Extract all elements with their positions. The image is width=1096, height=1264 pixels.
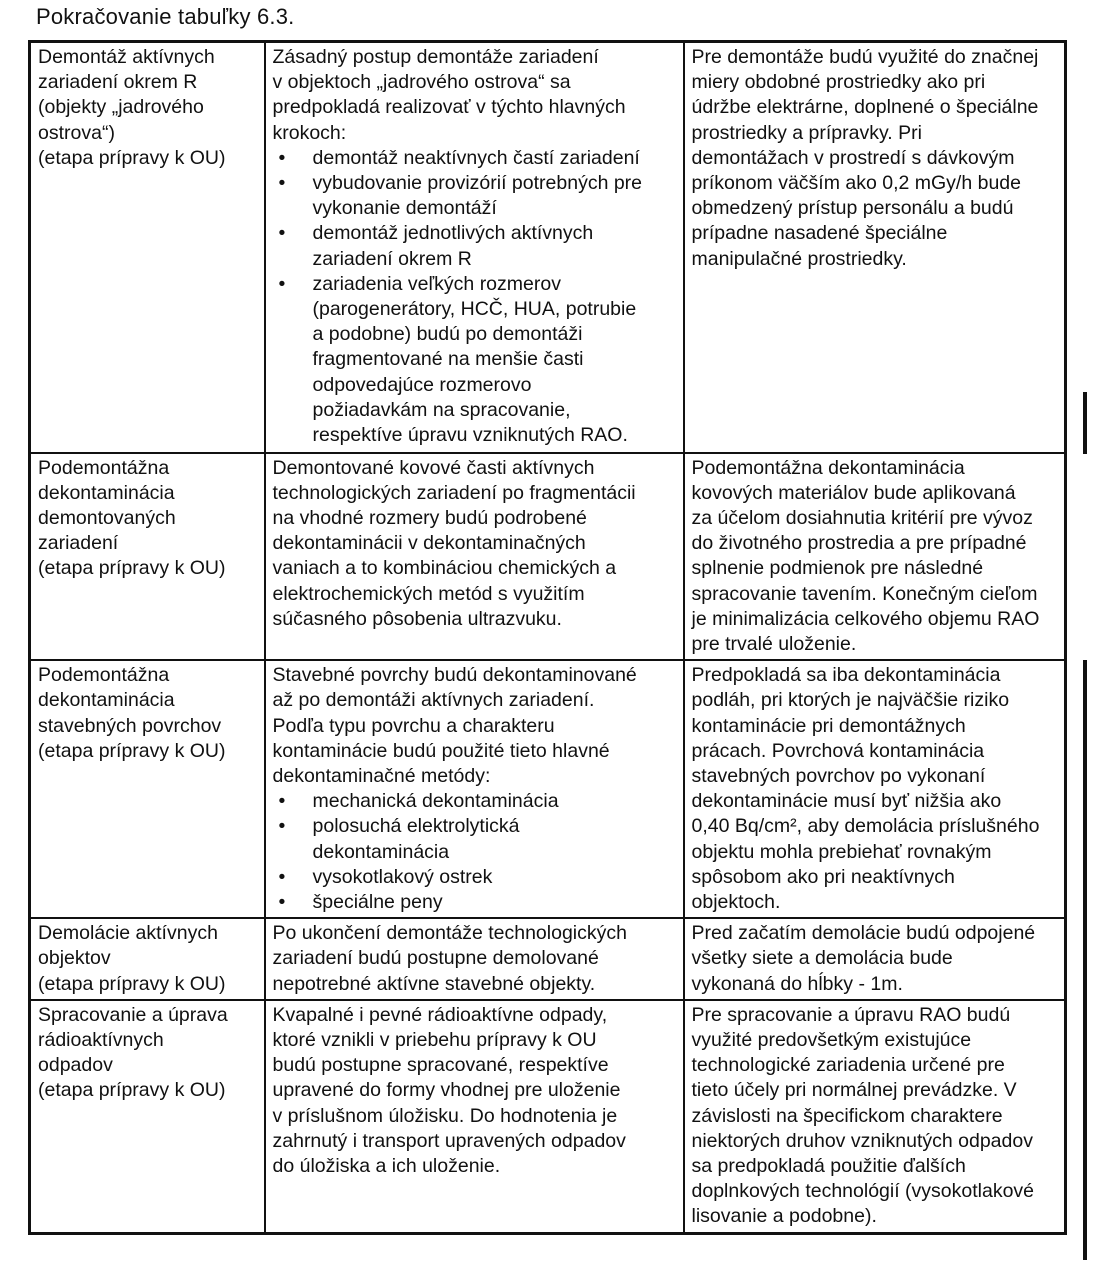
- bullet-text: demontáž jednotlivých aktívnych: [312, 222, 594, 245]
- activity-text: odpadov: [38, 1054, 113, 1077]
- notes-text: prostriedky a prípravky. Pri: [691, 121, 922, 144]
- notes-text: vykonaná do hĺbky - 1m.: [691, 972, 903, 995]
- bullet-list: [273, 789, 679, 915]
- procedure-text: súčasného pôsobenia ultrazvuku.: [272, 607, 562, 630]
- notes-text: miery obdobné prostriedky ako pri: [691, 71, 986, 94]
- activity-cell: [30, 453, 265, 661]
- bullet-icon: •: [278, 790, 286, 813]
- procedure-text: vaniach a to kombináciou chemických a: [272, 557, 617, 580]
- activity-text: objektov: [38, 947, 111, 970]
- notes-text: lisovanie a podobne).: [691, 1205, 877, 1228]
- bullet-text: polosuchá elektrolytická: [312, 815, 520, 838]
- list-item: [273, 272, 679, 448]
- procedure-text: technologických zariadení po fragmentácii: [272, 481, 636, 504]
- bullet-text: zariadení okrem R: [312, 247, 472, 270]
- scan-edge-mark: [1083, 392, 1087, 454]
- bullet-text: fragmentované na menšie časti: [312, 348, 584, 371]
- procedure-cell: [265, 918, 684, 1000]
- notes-text: Pre spracovanie a úpravu RAO budú: [691, 1003, 1011, 1026]
- notes-text: údržbe elektrárne, doplnené o špeciálne: [691, 96, 1039, 119]
- notes-cell: [684, 42, 1066, 453]
- notes-text: objektoch.: [691, 890, 781, 913]
- list-item: [273, 814, 679, 864]
- activity-text: zariadení okrem R: [38, 71, 198, 94]
- notes-text: Podemontážna dekontaminácia: [691, 456, 965, 479]
- list-item: [273, 146, 679, 171]
- activity-text: (etapa prípravy k OU): [38, 1079, 226, 1102]
- notes-text: Pre demontáže budú využité do značnej: [691, 46, 1039, 68]
- procedure-cell: [265, 42, 684, 453]
- procedure-text: ktoré vznikli v priebehu prípravy k OU: [272, 1028, 597, 1051]
- activity-cell: [30, 42, 265, 453]
- bullet-icon: •: [278, 146, 286, 169]
- procedure-text: až po demontáži aktívnych zariadení.: [272, 689, 595, 712]
- scan-edge-mark: [1083, 660, 1087, 1260]
- activity-text: stavebných povrchov: [38, 714, 222, 737]
- notes-text: stavebných povrchov po vykonaní: [691, 764, 986, 787]
- table-body: [30, 42, 1066, 1234]
- notes-text: objektu mohla prebiehať rovnakým: [691, 840, 992, 863]
- bullet-text: demontáž neaktívnych častí zariadení: [312, 146, 640, 169]
- bullet-icon: •: [278, 865, 286, 888]
- notes-text: je minimalizácia celkového objemu RAO: [691, 607, 1040, 630]
- bullet-text: (parogenerátory, HCČ, HUA, potrubie: [312, 298, 637, 321]
- bullet-icon: •: [278, 222, 286, 245]
- notes-text: závislosti na špecifickom charaktere: [691, 1104, 1003, 1127]
- notes-cell: [684, 918, 1066, 1000]
- notes-text: Predpokladá sa iba dekontaminácia: [691, 664, 1001, 687]
- procedure-text: nepotrebné aktívne stavebné objekty.: [272, 972, 596, 995]
- notes-cell: [684, 1000, 1066, 1233]
- list-item: [273, 890, 679, 915]
- notes-text: technologické zariadenia určené pre: [691, 1054, 1005, 1077]
- notes-text: niektorých druhov vzniknutých odpadov: [691, 1129, 1033, 1152]
- table-row: [30, 42, 1066, 453]
- bullet-text: špeciálne peny: [312, 890, 443, 913]
- procedure-text: Kvapalné i pevné rádioaktívne odpady,: [272, 1003, 608, 1026]
- activity-text: zariadení: [38, 532, 119, 555]
- activity-text: (etapa prípravy k OU): [38, 146, 226, 169]
- bullet-text: a podobne) budú po demontáži: [312, 323, 583, 346]
- bullet-text: respektíve úpravu vzniknutých RAO.: [312, 424, 628, 447]
- notes-text: podláh, pri ktorých je najväčšie riziko: [691, 689, 1010, 712]
- activity-cell: [30, 660, 265, 918]
- procedure-text: zahrnutý i transport upravených odpadov: [272, 1129, 626, 1152]
- activity-text: ostrova“): [38, 121, 115, 144]
- procedure-text: zariadení budú postupne demolované: [272, 947, 599, 970]
- bullet-text: dekontaminácia: [312, 840, 450, 863]
- continuation-table: [28, 40, 1067, 1235]
- activity-text: (objekty „jadrového: [38, 96, 204, 119]
- activity-text: (etapa prípravy k OU): [38, 557, 226, 580]
- procedure-text: Zásadný postup demontáže zariadení: [272, 46, 599, 68]
- table-row: [30, 660, 1066, 918]
- list-item: [273, 865, 679, 890]
- procedure-text: kontaminácie budú použité tieto hlavné: [272, 739, 610, 762]
- notes-text: 0,40 Bq/cm², aby demolácia príslušného: [691, 815, 1040, 838]
- procedure-cell: [265, 1000, 684, 1233]
- procedure-text: Demontované kovové časti aktívnych: [272, 456, 595, 479]
- notes-text: prípadne nasadené špeciálne: [691, 222, 948, 245]
- bullet-icon: •: [278, 172, 286, 195]
- procedure-text: Podľa typu povrchu a charakteru: [272, 714, 555, 737]
- notes-text: pre trvalé uloženie.: [691, 632, 857, 655]
- notes-text: spôsobom ako pri neaktívnych: [691, 865, 955, 888]
- activity-text: (etapa prípravy k OU): [38, 972, 226, 995]
- procedure-text: upravené do formy vhodnej pre uloženie: [272, 1079, 621, 1102]
- list-item: [273, 221, 679, 271]
- procedure-text: krokoch:: [272, 121, 347, 144]
- procedure-text: do úložiska a ich uloženie.: [272, 1154, 501, 1177]
- activity-text: Podemontážna: [38, 664, 170, 687]
- notes-text: kontaminácie pri demontážnych: [691, 714, 966, 737]
- activity-text: demontovaných: [38, 506, 176, 529]
- activity-text: Demontáž aktívnych: [38, 46, 215, 68]
- notes-text: všetky siete a demolácia bude: [691, 947, 953, 970]
- notes-text: dekontaminácie musí byť nižšia ako: [691, 790, 1002, 813]
- bullet-text: mechanická dekontaminácia: [312, 790, 559, 813]
- procedure-text: dekontaminačné metódy:: [272, 764, 491, 787]
- bullet-list: [273, 146, 679, 448]
- notes-cell: [684, 660, 1066, 918]
- notes-text: doplnkových technológií (vysokotlakové: [691, 1180, 1035, 1203]
- notes-text: do životného prostredia a pre prípadné: [691, 532, 1027, 555]
- activity-text: dekontaminácia: [38, 689, 175, 712]
- bullet-icon: •: [278, 272, 286, 295]
- activity-text: Podemontážna: [38, 456, 170, 479]
- procedure-text: predpokladá realizovať v týchto hlavných: [272, 96, 626, 119]
- notes-text: príkonom väčším ako 0,2 mGy/h bude: [691, 172, 1021, 195]
- activity-text: (etapa prípravy k OU): [38, 739, 226, 762]
- procedure-text: na vhodné rozmery budú podrobené: [272, 506, 587, 529]
- bullet-icon: •: [278, 890, 286, 913]
- table-row: [30, 453, 1066, 661]
- list-item: [273, 789, 679, 814]
- notes-text: spracovanie tavením. Konečným cieľom: [691, 582, 1038, 605]
- notes-text: využité predovšetkým existujúce: [691, 1028, 972, 1051]
- list-item: [273, 171, 679, 221]
- notes-text: tieto účely pri normálnej prevádzke. V: [691, 1079, 1017, 1102]
- activity-text: Demolácie aktívnych: [38, 922, 218, 945]
- notes-text: demontážach v prostredí s dávkovým: [691, 146, 1015, 169]
- procedure-text: v objektoch „jadrového ostrova“ sa: [272, 71, 571, 94]
- procedure-text: Po ukončení demontáže technologických: [272, 922, 627, 945]
- notes-text: sa predpokladá použitie ďalších: [691, 1154, 966, 1177]
- activity-cell: [30, 918, 265, 1000]
- procedure-cell: [265, 660, 684, 918]
- procedure-text: dekontaminácii v dekontaminačných: [272, 532, 586, 555]
- notes-cell: [684, 453, 1066, 661]
- table-caption: Pokračovanie tabuľky 6.3.: [36, 4, 295, 29]
- notes-text: Pred začatím demolácie budú odpojené: [691, 922, 1036, 945]
- bullet-text: vysokotlakový ostrek: [312, 865, 493, 888]
- bullet-text: odpovedajúce rozmerovo: [312, 373, 532, 396]
- procedure-text: elektrochemických metód s využitím: [272, 582, 585, 605]
- notes-text: prácach. Povrchová kontaminácia: [691, 739, 985, 762]
- bullet-text: vykonanie demontáží: [312, 197, 497, 220]
- procedure-text: v príslušnom úložisku. Do hodnotenia je: [272, 1104, 618, 1127]
- notes-text: za účelom dosiahnutia kritérií pre vývoz: [691, 506, 1033, 529]
- notes-text: obmedzený prístup personálu a budú: [691, 197, 1014, 220]
- procedure-text: Stavebné povrchy budú dekontaminované: [272, 664, 637, 687]
- activity-text: Spracovanie a úprava: [38, 1003, 228, 1026]
- bullet-icon: •: [278, 815, 286, 838]
- notes-text: splnenie podmienok pre následné: [691, 557, 984, 580]
- bullet-text: vybudovanie provizórií potrebných pre: [312, 172, 643, 195]
- activity-cell: [30, 1000, 265, 1233]
- procedure-cell: [265, 453, 684, 661]
- bullet-text: zariadenia veľkých rozmerov: [312, 272, 561, 295]
- activity-text: dekontaminácia: [38, 481, 175, 504]
- procedure-text: budú postupne spracované, respektíve: [272, 1054, 609, 1077]
- notes-text: manipulačné prostriedky.: [691, 247, 907, 270]
- bullet-text: požiadavkám na spracovanie,: [312, 398, 571, 421]
- notes-text: kovových materiálov bude aplikovaná: [691, 481, 1016, 504]
- table-row: [30, 918, 1066, 1000]
- activity-text: rádioaktívnych: [38, 1028, 164, 1051]
- table-row: [30, 1000, 1066, 1233]
